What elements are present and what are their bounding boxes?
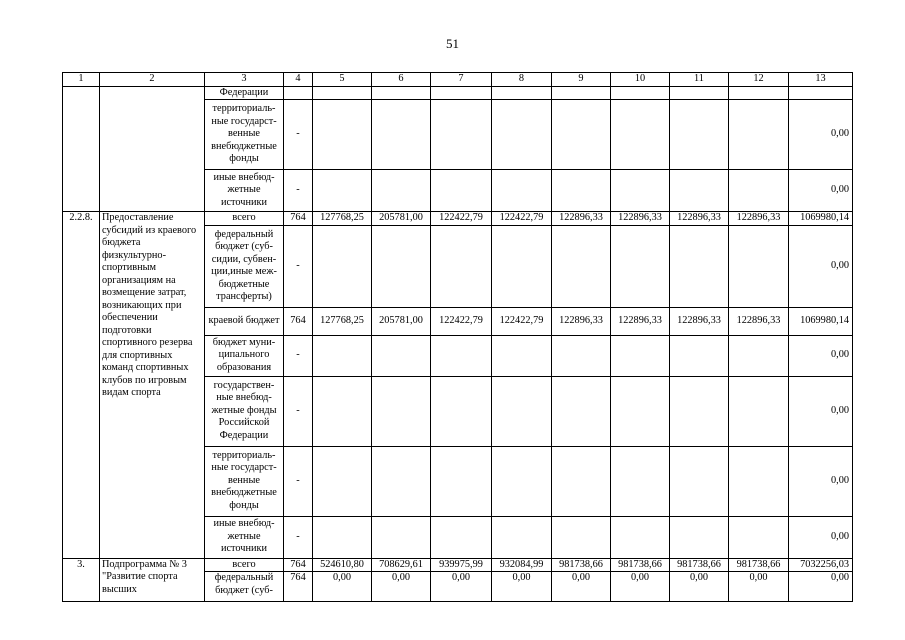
kbk-cell: 764 [284,558,313,572]
column-number: 5 [313,73,372,87]
value-cell: 708629,61 [372,558,431,572]
column-number: 9 [552,73,611,87]
value-cell: 122896,33 [552,307,611,335]
total-cell: 0,00 [789,100,853,170]
kbk-cell: - [284,170,313,212]
funding-source: территориаль-ные государст-венные внебюджетные фонды [205,446,284,516]
total-cell: 0,00 [789,572,853,602]
kbk-cell: 764 [284,212,313,226]
value-cell: 939975,99 [431,558,492,572]
kbk-cell: 764 [284,307,313,335]
item-name-cell: Предоставление субсидий из краевого бюджета физкультурно-спортивным организациям на возмещение затрат, возникающих при обеспечении подготовки спортивного резерва для спортивных команд спортивных клубов по игровым видам спорта [100,212,205,559]
column-number: 7 [431,73,492,87]
item-number-cell [63,86,100,212]
value-cell: 122422,79 [492,212,552,226]
funding-source: территориаль-ные государст-венные внебюджетные фонды [205,100,284,170]
table-row [63,86,853,100]
total-cell: 1069980,14 [789,212,853,226]
total-cell: 0,00 [789,170,853,212]
funding-source: краевой бюджет [205,307,284,335]
kbk-cell: - [284,335,313,376]
value-cell: 981738,66 [729,558,789,572]
total-cell: 0,00 [789,225,853,307]
column-number: 10 [611,73,670,87]
kbk-cell: - [284,100,313,170]
total-cell: 0,00 [789,335,853,376]
total-cell: 1069980,14 [789,307,853,335]
value-cell: 0,00 [670,572,729,602]
column-number: 6 [372,73,431,87]
kbk-cell: - [284,516,313,558]
value-cell: 981738,66 [552,558,611,572]
value-cell: 0,00 [431,572,492,602]
value-cell: 122422,79 [431,307,492,335]
column-number: 12 [729,73,789,87]
funding-source: Федерации [205,86,284,100]
value-cell: 122896,33 [729,212,789,226]
item-number-cell: 3. [63,558,100,602]
table-row [63,558,853,572]
value-cell: 122422,79 [492,307,552,335]
table-row [63,212,853,226]
kbk-cell: - [284,376,313,446]
value-cell: 122896,33 [670,307,729,335]
column-number: 4 [284,73,313,87]
page-number: 51 [446,36,459,51]
value-cell: 205781,00 [372,307,431,335]
value-cell: 127768,25 [313,307,372,335]
column-number: 8 [492,73,552,87]
value-cell: 205781,00 [372,212,431,226]
total-cell: 7032256,03 [789,558,853,572]
funding-source: иные внебюд-жетные источники [205,516,284,558]
total-cell: 0,00 [789,516,853,558]
budget-table [62,72,853,602]
value-cell: 122896,33 [552,212,611,226]
value-cell: 122896,33 [729,307,789,335]
item-number-cell: 2.2.8. [63,212,100,559]
funding-source: всего [205,212,284,226]
value-cell: 0,00 [372,572,431,602]
value-cell: 932084,99 [492,558,552,572]
value-cell: 0,00 [313,572,372,602]
value-cell: 0,00 [492,572,552,602]
value-cell: 122896,33 [670,212,729,226]
funding-source: бюджет муни-ципального образования [205,335,284,376]
value-cell: 0,00 [611,572,670,602]
value-cell: 981738,66 [670,558,729,572]
kbk-cell: 764 [284,572,313,602]
item-name-cell: Подпрограмма № 3 "Развитие спорта высших [100,558,205,602]
funding-source: государствен-ные внебюд-жетные фонды Российской Федерации [205,376,284,446]
funding-source: федеральный бюджет (суб-сидии, субвен-ции,иные меж-бюджетные трансферты) [205,225,284,307]
column-number: 1 [63,73,100,87]
total-cell: 0,00 [789,376,853,446]
funding-source: федеральный бюджет (суб- [205,572,284,602]
value-cell: 122896,33 [611,307,670,335]
column-number: 2 [100,73,205,87]
kbk-cell: - [284,225,313,307]
value-cell: 127768,25 [313,212,372,226]
funding-source: всего [205,558,284,572]
value-cell: 122422,79 [431,212,492,226]
total-cell: 0,00 [789,446,853,516]
column-number-row [63,73,853,87]
value-cell: 0,00 [552,572,611,602]
value-cell: 524610,80 [313,558,372,572]
item-name-cell [100,86,205,212]
column-number: 11 [670,73,729,87]
kbk-cell: - [284,446,313,516]
column-number: 3 [205,73,284,87]
value-cell: 122896,33 [611,212,670,226]
funding-source: иные внебюд-жетные источники [205,170,284,212]
value-cell: 0,00 [729,572,789,602]
column-number: 13 [789,73,853,87]
value-cell: 981738,66 [611,558,670,572]
